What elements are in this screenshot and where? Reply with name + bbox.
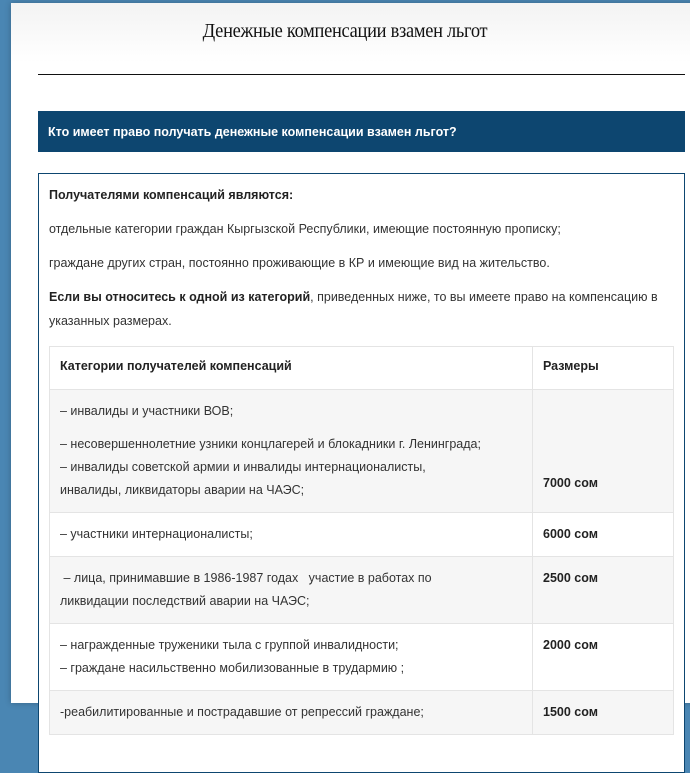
question-header [38, 111, 685, 152]
table-row [50, 624, 674, 691]
title-divider [38, 74, 685, 75]
category-cell: – инвалиды и участники ВОВ; – несовершеннолетние узники концлагерей и блокадники г. Ленинграда; – инвалиды советской армии и инвалиды интернационалисты, инвалиды, ликвидаторы аварии на ЧАЭС; [50, 390, 533, 513]
table-row [50, 691, 674, 735]
table-header-row [50, 347, 674, 390]
amount-cell: 1500 сом [533, 691, 674, 735]
eligibility-rest: , приведенных ниже, то вы имеете право на компенсацию в указанных размерах. [49, 290, 658, 328]
column-header-amounts: Размеры [533, 347, 674, 390]
recipient-item: граждане других стран, постоянно проживающие в КР и имеющие вид на жительство. [49, 256, 550, 270]
recipient-item: отдельные категории граждан Кыргызской Республики, имеющие постоянную прописку; [49, 222, 561, 236]
table-row [50, 390, 674, 513]
table-row [50, 513, 674, 557]
eligibility-text [49, 285, 674, 333]
amount-cell: 2500 сом [533, 557, 674, 624]
category-cell: – награжденные труженики тыла с группой инвалидности; – граждане насильственно мобилизованные в трудармию ; [50, 624, 533, 691]
amount-cell: 6000 сом [533, 513, 674, 557]
question-header-text: Кто имеет право получать денежные компенсации взамен льгот? [48, 124, 457, 139]
eligibility-bold: Если вы относитесь к одной из категорий [49, 290, 311, 304]
answer-panel [38, 173, 685, 773]
table-row [50, 557, 674, 624]
page [11, 3, 690, 719]
amount-cell: 7000 сом [533, 390, 674, 513]
recipients-heading: Получателями компенсаций являются: [49, 188, 294, 202]
category-cell: – участники интернационалисты; [50, 513, 533, 557]
amount-cell: 2000 сом [533, 624, 674, 691]
category-cell: -реабилитированные и пострадавшие от репрессий граждане; [50, 691, 533, 735]
column-header-categories: Категории получателей компенсаций [50, 347, 533, 390]
page-title: Денежные компенсации взамен льгот [202, 20, 488, 42]
category-cell: – лица, принимавшие в 1986-1987 годах участие в работах по ликвидации последствий аварии на ЧАЭС; [50, 557, 533, 624]
compensation-table [49, 346, 674, 735]
